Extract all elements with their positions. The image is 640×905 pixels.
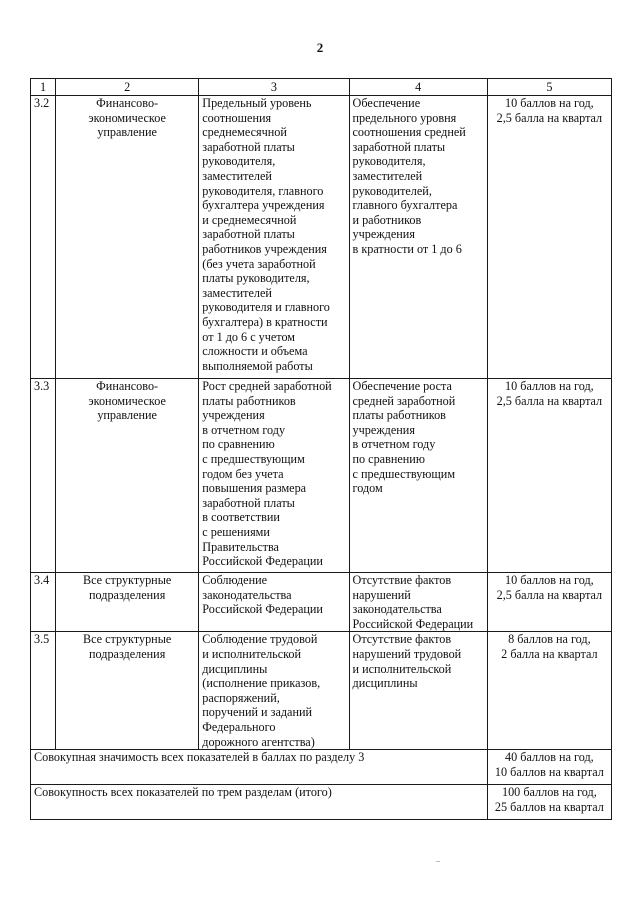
cell-text-line: Российской Федерации [352, 616, 474, 631]
cell-text-line: Все структурные [83, 573, 172, 587]
table-header-row [31, 79, 612, 96]
table-row [31, 96, 612, 379]
cell-text-line: и исполнительской [352, 661, 452, 676]
cell-text-line: и работников [352, 212, 422, 227]
cell-text-line: соотношения средней [352, 125, 466, 140]
cell-text-line: 40 баллов на год, [505, 750, 594, 765]
cell-text-line: экономическое [88, 110, 166, 125]
section-total-value [487, 750, 611, 785]
table-row [31, 573, 612, 632]
points-cell [487, 573, 611, 632]
cell-text-line: дорожного агентства) [202, 734, 315, 749]
cell-text-line: 8 баллов на год, [508, 632, 591, 647]
section-total-row [31, 750, 612, 785]
cell-text-line: с решениями [202, 524, 270, 539]
cell-text-line: 100 баллов на год, [501, 785, 597, 800]
cell-text-line: 10 баллов на год, [505, 573, 594, 587]
cell-text-line: учреждения [352, 422, 415, 437]
cell-text-line: руководителя и главного [202, 300, 330, 315]
cell-text-line: от 1 до 6 с учетом [202, 329, 296, 344]
cell-text-line: средней заработной [352, 393, 456, 408]
cell-text-line: по сравнению [352, 451, 425, 466]
department-cell [56, 573, 199, 632]
cell-text-line: Отсутствие фактов [352, 632, 452, 647]
header-cell: 4 [349, 79, 487, 96]
cell-text-line: в кратности от 1 до 6 [352, 241, 462, 256]
row-number: 3.2 [31, 96, 56, 379]
cell-text-line: учреждения [202, 408, 265, 423]
cell-text-line: руководителя, главного [202, 183, 324, 198]
cell-text-line: Российской Федерации [202, 554, 323, 569]
cell-text-line: дисциплины [352, 676, 418, 691]
points-cell [487, 96, 611, 379]
cell-text-line: Федерального [202, 719, 276, 734]
cell-text-line: заместителей [352, 168, 423, 183]
cell-text-line: Российской Федерации [202, 602, 323, 617]
cell-text-line: Правительства [202, 539, 279, 554]
cell-text-line: Соблюдение [202, 573, 268, 587]
cell-text-line: по сравнению [202, 437, 275, 452]
cell-text-line: Отсутствие фактов [352, 573, 452, 587]
points-cell [487, 379, 611, 573]
cell-text-line: Рост средней заработной [202, 379, 332, 393]
cell-text-line: платы работников [352, 408, 446, 423]
cell-text-line: годом без учета [202, 466, 284, 481]
header-cell: 2 [56, 79, 199, 96]
cell-text-line: экономическое [88, 393, 166, 408]
cell-text-line: и исполнительской [202, 646, 302, 661]
header-cell: 1 [31, 79, 56, 96]
department-cell [56, 632, 199, 750]
cell-text-line: руководителя, [352, 154, 426, 169]
cell-text-line: (без учета заработной [202, 256, 316, 271]
cell-text-line: законодательства [202, 587, 292, 602]
cell-text-line: 25 баллов на квартал [494, 799, 604, 814]
cell-text-line: подразделения [88, 587, 166, 602]
cell-text-line: и среднемесячной [202, 212, 297, 227]
cell-text-line: подразделения [88, 646, 166, 661]
criterion-cell [349, 632, 487, 750]
indicator-cell [199, 573, 349, 632]
cell-text-line: Соблюдение трудовой [202, 632, 318, 647]
indicator-cell [199, 96, 349, 379]
scan-speck [436, 861, 440, 862]
cell-text-line: Финансово- [96, 379, 159, 393]
indicator-cell [199, 632, 349, 750]
cell-text-line: поручений и заданий [202, 705, 313, 720]
cell-text-line: соотношения [202, 110, 272, 125]
cell-text-line: 10 баллов на год, [505, 379, 594, 393]
cell-text-line: с предшествующим [202, 451, 305, 466]
cell-text-line: главного бухгалтера [352, 198, 458, 213]
criterion-cell [349, 379, 487, 573]
cell-text-line: 2,5 балла на квартал [496, 110, 603, 125]
cell-text-line: заместителей [202, 285, 272, 300]
criterion-cell [349, 573, 487, 632]
cell-text-line: заработной платы [202, 495, 295, 510]
cell-text-line: бухгалтера) в кратности [202, 314, 328, 329]
cell-text-line: в соответствии [202, 510, 280, 525]
cell-text-line: в отчетном году [352, 437, 436, 452]
cell-text-line: Обеспечение [352, 96, 421, 110]
cell-text-line: годом [352, 481, 383, 496]
row-number: 3.4 [31, 573, 56, 632]
cell-text-line: 10 баллов на квартал [494, 764, 604, 779]
cell-text-line: распоряжений, [202, 690, 280, 705]
cell-text-line: заработной платы [202, 227, 295, 242]
cell-text-line: Предельный уровень [202, 96, 312, 110]
cell-text-line: заработной платы [202, 139, 295, 154]
cell-text-line: платы работников [202, 393, 296, 408]
cell-text-line: руководителя, [202, 154, 276, 169]
page-number: 2 [316, 40, 324, 55]
cell-text-line: платы руководителя, [202, 271, 310, 286]
cell-text-line: работников учреждения [202, 241, 327, 256]
cell-text-line: в отчетном году [202, 422, 286, 437]
cell-text-line: Финансово- [96, 96, 159, 110]
cell-text-line: сложности и объема [202, 344, 308, 359]
cell-text-line: бухгалтера учреждения [202, 198, 325, 213]
cell-text-line: предельного уровня [352, 110, 457, 125]
cell-text-line: дисциплины [202, 661, 268, 676]
cell-text-line: управление [97, 408, 157, 423]
grand-total-value [487, 785, 611, 820]
cell-text-line: учреждения [352, 227, 415, 242]
cell-text-line: Обеспечение роста [352, 379, 452, 393]
cell-text-line: нарушений трудовой [352, 646, 462, 661]
section-total-label: Совокупная значимость всех показателей в баллах по разделу 3 [31, 750, 488, 785]
cell-text-line: 2,5 балла на квартал [496, 587, 603, 602]
cell-text-line: Все структурные [83, 632, 172, 647]
table-row [31, 632, 612, 750]
cell-text-line: повышения размера [202, 481, 307, 496]
cell-text-line: (исполнение приказов, [202, 676, 321, 691]
department-cell [56, 379, 199, 573]
cell-text-line: 10 баллов на год, [505, 96, 594, 110]
cell-text-line: управление [97, 125, 157, 140]
points-cell [487, 632, 611, 750]
cell-text-line: заработной платы [352, 139, 446, 154]
cell-text-line: нарушений [352, 587, 411, 602]
indicator-cell [199, 379, 349, 573]
cell-text-line: среднемесячной [202, 125, 287, 140]
header-cell: 3 [199, 79, 349, 96]
cell-text-line: заместителей [202, 168, 272, 183]
department-cell [56, 96, 199, 379]
cell-text-line: законодательства [352, 602, 442, 617]
cell-text-line: 2,5 балла на квартал [496, 393, 603, 408]
cell-text-line: выполняемой работы [202, 358, 313, 373]
grand-total-row [31, 785, 612, 820]
criterion-cell [349, 96, 487, 379]
grand-total-label: Совокупность всех показателей по трем разделам (итого) [31, 785, 488, 820]
cell-text-line: 2 балла на квартал [501, 646, 598, 661]
indicators-table [30, 78, 612, 820]
cell-text-line: руководителей, [352, 183, 432, 198]
row-number: 3.5 [31, 632, 56, 750]
row-number: 3.3 [31, 379, 56, 573]
table-row [31, 379, 612, 573]
cell-text-line: с предшествующим [352, 466, 456, 481]
header-cell: 5 [487, 79, 611, 96]
